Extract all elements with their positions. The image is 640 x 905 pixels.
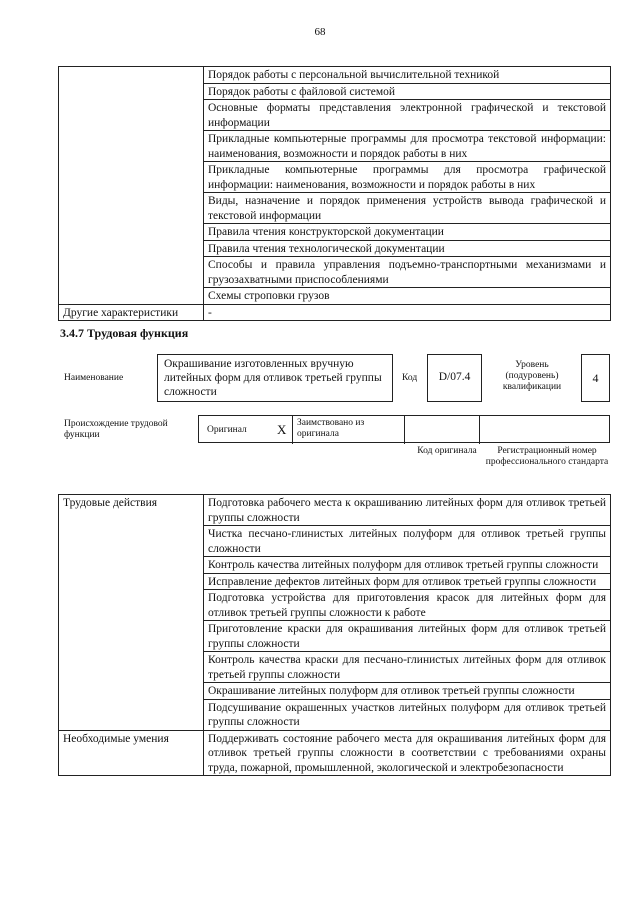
name-label: Наименование (64, 373, 124, 383)
function-name-value: Окрашивание изготовленных вручную литейных форм для отливок третьей группы сложности (164, 358, 382, 398)
page-number: 68 (314, 26, 326, 38)
knowledge-row: Правила чтения технологической документации (204, 240, 611, 257)
action-row: Исправление дефектов литейных форм для отливок третьей группы сложности (204, 573, 611, 590)
function-name-box (157, 354, 393, 402)
origin-label: Происхождение трудовой функции (64, 419, 168, 440)
original-mark: X (277, 422, 287, 437)
knowledge-row: Основные форматы представления электронной графической и текстовой информации (204, 100, 611, 131)
table-row (59, 730, 611, 776)
knowledge-row: Прикладные компьютерные программы для просмотра графической информации: наименования, возможности и порядок работы в них (204, 162, 611, 193)
other-characteristics-label: Другие характеристики (59, 304, 204, 321)
divider (479, 416, 480, 444)
code-box (427, 354, 482, 402)
divider (292, 416, 293, 444)
reg-number-label: Регистрационный номер профессионального стандарта (485, 446, 609, 467)
level-label: Уровень (подуровень) квалификации (502, 360, 562, 392)
action-row: Контроль качества краски для песчано-глинистых литейных форм для отливок третьей группы сложности (204, 652, 611, 683)
action-row: Окрашивание литейных полуформ для отливок третьей группы сложности (204, 683, 611, 700)
action-row: Подготовка устройства для приготовления красок для литейных форм для отливок третьей группы сложности к работе (204, 590, 611, 621)
table-row (59, 67, 611, 84)
action-row: Подсушивание окрашенных участков литейных полуформ для отливок третьей группы сложности (204, 699, 611, 730)
skills-label: Необходимые умения (59, 730, 204, 776)
knowledge-row: Виды, назначение и порядок применения устройств вывода графической и текстовой информации (204, 193, 611, 224)
table-row (59, 495, 611, 526)
original-label: Оригинал (207, 425, 247, 435)
code-value: D/07.4 (438, 371, 471, 383)
action-row: Подготовка рабочего места к окрашиванию литейных форм для отливок третьей группы сложности (204, 495, 611, 526)
other-characteristics-value: - (204, 304, 611, 321)
section-heading: 3.4.7 Трудовая функция (60, 326, 189, 340)
knowledge-label-cell (59, 67, 204, 305)
knowledge-row: Порядок работы с файловой системой (204, 83, 611, 100)
divider (404, 416, 405, 444)
knowledge-row: Прикладные компьютерные программы для просмотра текстовой информации: наименования, возможности и порядок работы в них (204, 131, 611, 162)
knowledge-row: Способы и правила управления подъемно-транспортными механизмами и грузозахватными приспособлениями (204, 257, 611, 288)
level-value: 4 (592, 371, 599, 385)
origin-row (198, 415, 610, 443)
borrowed-label: Заимствовано из оригинала (297, 418, 365, 439)
knowledge-row: Правила чтения конструкторской документации (204, 224, 611, 241)
knowledge-row: Схемы строповки грузов (204, 288, 611, 305)
actions-table (58, 494, 611, 776)
action-row: Приготовление краски для окрашивания литейных форм для отливок третьей группы сложности (204, 621, 611, 652)
level-box (581, 354, 610, 402)
code-original-label: Код оригинала (417, 446, 477, 456)
code-label: Код (402, 373, 418, 383)
skill-row: Поддерживать состояние рабочего места для окрашивания литейных форм для отливок третьей группы сложности в соответствии с требованиями охраны труда, пожарной, промышленной, экологической и электробезопасности (204, 730, 611, 776)
action-row: Контроль качества литейных полуформ для отливок третьей группы сложности (204, 557, 611, 574)
knowledge-table (58, 66, 611, 321)
actions-label: Трудовые действия (59, 495, 204, 731)
action-row: Чистка песчано-глинистых литейных полуформ для отливок третьей группы сложности (204, 526, 611, 557)
table-row (59, 304, 611, 321)
knowledge-row: Порядок работы с персональной вычислительной техникой (204, 67, 611, 84)
